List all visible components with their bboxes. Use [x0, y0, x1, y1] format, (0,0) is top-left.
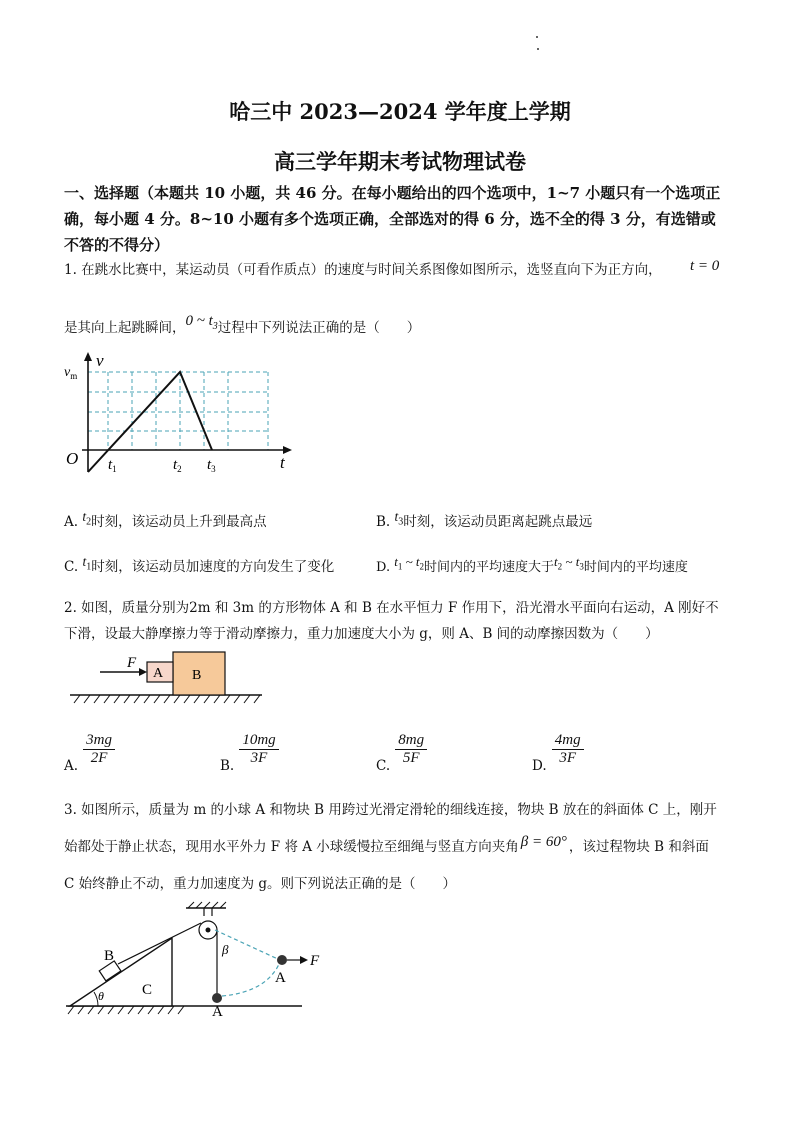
q1-text: 1. 在跳水比赛中，某运动员（可看作质点）的速度与时间关系图像如图所示，选竖直向下为正方向，	[64, 262, 662, 278]
q1-vt-graph	[60, 350, 300, 480]
q3-figure	[62, 900, 342, 1022]
q2-option-c[interactable]: $_{C.}$ $\frac{8mg}{5F}$	[376, 732, 427, 774]
q3-stem-line2: 始都处于静止状态，现用水平外力 F 将 A 小球缓慢拉至细绳与竖直方向夹角 β = 60° ，该过程物块 B 和斜面	[64, 834, 709, 855]
scan-dot	[536, 36, 538, 38]
q1-text2b: 过程中下列说法正确的是（ ）	[217, 320, 421, 336]
ball-a-displaced	[277, 955, 287, 965]
q3-stem-line3: C 始终静止不动，重力加速度为 g。则下列说法正确的是（ ）	[64, 876, 457, 892]
beta-label: β	[222, 942, 229, 957]
fraction: $\frac{8mg}{5F}$	[395, 732, 427, 767]
q2-option-b[interactable]: $_{B.}$ $\frac{10mg}{3F}$	[220, 732, 279, 774]
ball-a-displaced-label: A	[275, 970, 286, 986]
vm-label: $v_m$	[64, 365, 78, 381]
q2-option-d[interactable]: $_{D.}$ $\frac{4mg}{3F}$	[532, 732, 584, 774]
scan-dot	[537, 48, 539, 50]
t1-label: $t_1$	[108, 457, 117, 474]
v-axis-arrow	[84, 352, 92, 361]
exam-title-line2: 高三学年期末考试物理试卷	[274, 149, 526, 174]
q1-text2a: 是其向上起跳瞬间，	[64, 320, 186, 336]
trajectory-arc	[222, 962, 280, 996]
ball-a-initial-label: A	[212, 1004, 223, 1020]
q1-stem-line1	[64, 260, 764, 280]
t-axis-label: t	[280, 453, 285, 472]
q1-range: 0 ~ $t_3$	[185, 313, 218, 332]
force-label: F	[127, 655, 137, 671]
force-arrowhead	[139, 668, 147, 676]
vt-line	[88, 372, 212, 472]
exam-title-line1: 哈三中 2023—2024 学年度上学期	[229, 99, 571, 124]
q3-beta: β = 60°	[520, 834, 567, 850]
q2-figure	[70, 650, 270, 708]
q1-option-a[interactable]: A. $t_2$时刻，该运动员上升到最高点	[64, 509, 267, 530]
fraction: $\frac{10mg}{3F}$	[239, 732, 278, 767]
section-heading-line2: 确，每小题 4 分。8~10 小题有多个选项正确，全部选对的得 6 分，选不全的得 3 分，有选错或	[64, 210, 716, 228]
q1-option-c[interactable]: C. $t_1$时刻，该运动员加速度的方向发生了变化	[64, 554, 335, 575]
block-b-label: B	[192, 668, 202, 683]
force-label: F	[310, 953, 320, 969]
origin-label: O	[66, 449, 79, 468]
t3-label: $t_3$	[207, 457, 216, 474]
theta-label: θ	[98, 989, 104, 1003]
incline-label: C	[142, 982, 153, 998]
block-b-label: B	[104, 948, 115, 964]
section-heading-line1: 一、选择题（本题共 10 小题，共 46 分。在每小题给出的四个选项中，1~7 小题只有一个选项正	[64, 184, 721, 202]
v-axis-label: v	[96, 351, 104, 370]
t2-label: $t_2$	[173, 457, 182, 474]
section-heading	[64, 180, 744, 258]
fraction: $\frac{4mg}{3F}$	[552, 732, 584, 767]
q2-line1: 2. 如图，质量分别为2m 和 3m 的方形物体 A 和 B 在水平恒力 F 作用下，沿光滑水平面向右运动，A 刚好不	[64, 600, 719, 616]
incline-c	[70, 938, 172, 1006]
q1-t0: t = 0	[690, 258, 720, 274]
q1-stem-line2	[64, 313, 764, 344]
q2-stem	[64, 595, 754, 647]
fraction: $\frac{3mg}{2F}$	[83, 732, 115, 767]
q2-option-a[interactable]: $_{A.}$ $\frac{3mg}{2F}$	[64, 732, 115, 774]
block-a-label: A	[153, 666, 164, 681]
q1-option-b[interactable]: B. $t_3$时刻，该运动员距离起跳点最远	[376, 509, 593, 530]
q3-stem-line1: 3. 如图所示，质量为 m 的小球 A 和物块 B 用跨过光滑定滑轮的细线连接，物块 B 放在的斜面体 C 上，刚开	[64, 802, 717, 818]
q2-line2: 下滑，设最大静摩擦力等于滑动摩擦力，重力加速度大小为 g，则 A、B 间的动摩擦因数为（ ）	[64, 626, 659, 642]
q1-option-d[interactable]: D. $t_1$ ~ $t_2$时间内的平均速度大于$t_2$ ~ $t_3$时间内的平均速度	[376, 554, 688, 575]
section-heading-line3: 不答的不得分）	[64, 236, 170, 254]
ball-a-initial	[212, 993, 222, 1003]
